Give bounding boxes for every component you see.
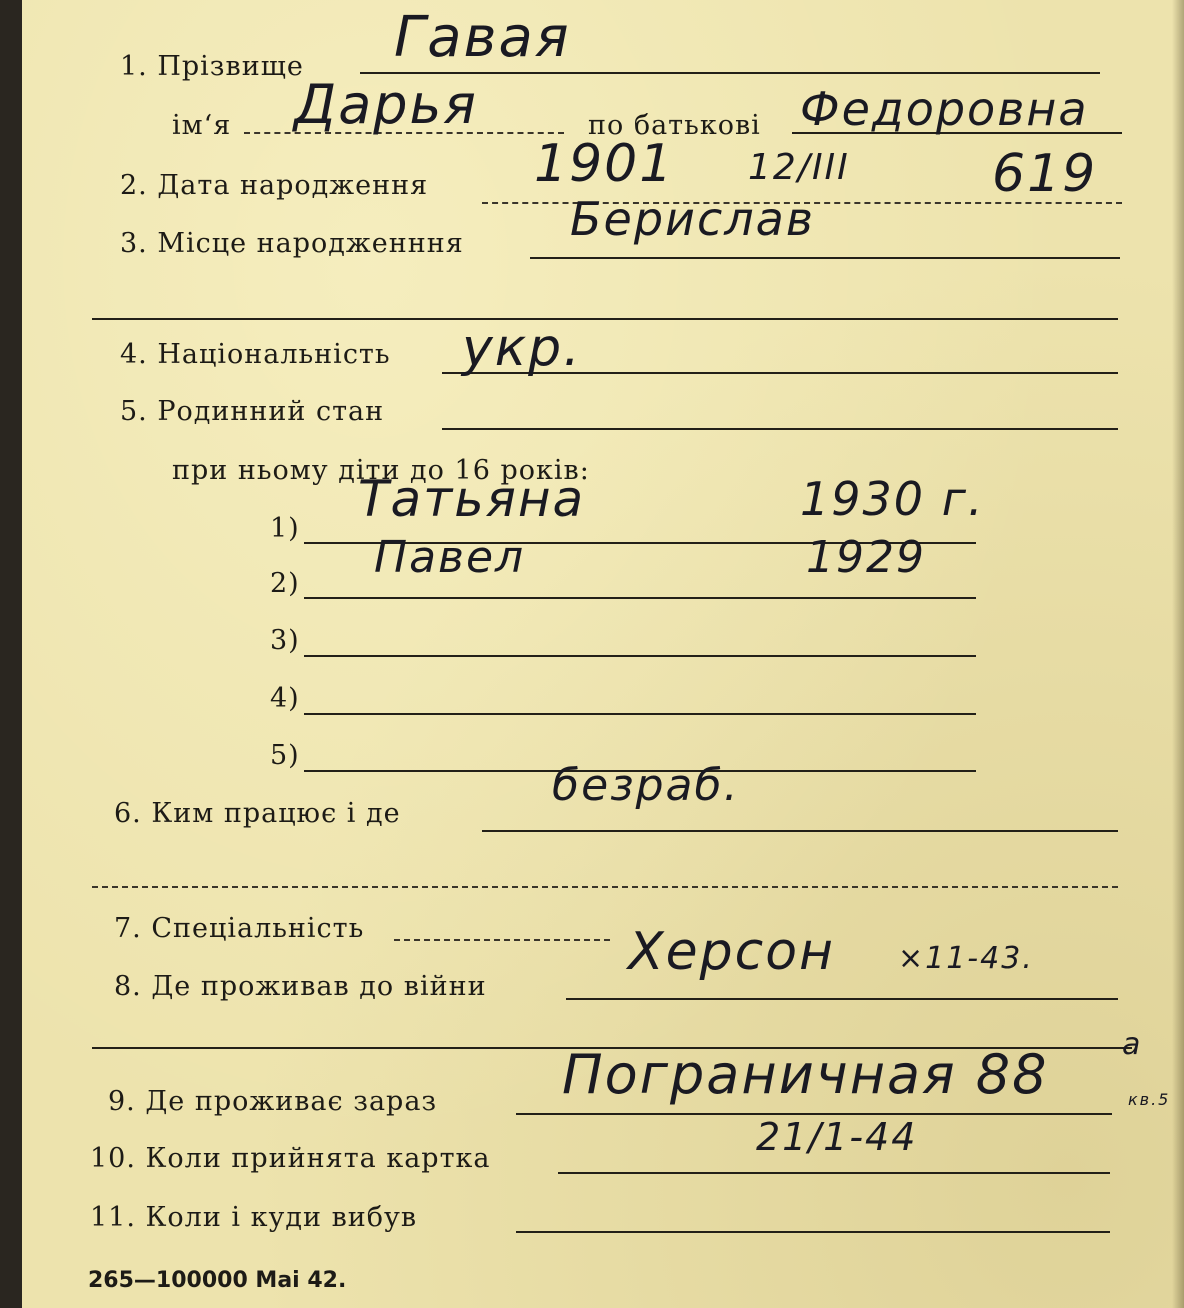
current-note-handwriting: кв.5 <box>1128 1090 1171 1109</box>
current-sup-handwriting: а <box>1122 1027 1143 1062</box>
child1-name-handwriting: Татьяна <box>358 470 586 528</box>
child1-year-handwriting: 1930 г. <box>800 472 985 526</box>
card-date-line <box>558 1172 1110 1174</box>
children-label: при ньому діти до 16 років: <box>172 455 590 486</box>
child2-year-handwriting: 1929 <box>806 532 926 583</box>
child-line-3 <box>304 655 976 657</box>
surname-label: 1. Прізвище <box>120 51 304 82</box>
patronymic-label: по батькові <box>588 110 761 141</box>
card-date-label: 10. Коли прийнята картка <box>90 1143 491 1174</box>
child-num-3: 3) <box>270 625 300 656</box>
patronymic-handwriting: Федоровна <box>800 82 1089 136</box>
nationality-handwriting: укр. <box>462 318 582 378</box>
speciality-line <box>394 939 610 941</box>
code-handwriting: 619 <box>992 144 1098 204</box>
extra-line-1 <box>92 318 1118 320</box>
departure-line <box>516 1231 1110 1233</box>
name-label: ім‘я <box>172 110 232 141</box>
prewar-line <box>566 998 1118 1000</box>
current-handwriting: Пограничная 88 <box>562 1043 1049 1106</box>
prewar-note-handwriting: ×11-43. <box>898 941 1034 976</box>
page-edge-shadow <box>1172 0 1184 1308</box>
work-handwriting: безраб. <box>552 760 740 811</box>
marital-line <box>442 428 1118 430</box>
birthplace-label: 3. Місце народженння <box>120 228 464 259</box>
prewar-label: 8. Де проживав до війни <box>114 971 487 1002</box>
registration-card <box>22 0 1184 1308</box>
prewar-handwriting: Херсон <box>628 922 836 982</box>
child-num-1: 1) <box>270 513 300 544</box>
card-date-handwriting: 21/1-44 <box>756 1115 918 1159</box>
marital-label: 5. Родинний стан <box>120 396 385 427</box>
extra-line-2 <box>92 886 1118 888</box>
work-line <box>482 830 1118 832</box>
birth-day-handwriting: 12/III <box>748 147 850 188</box>
child-num-4: 4) <box>270 683 300 714</box>
speciality-label: 7. Спеціальність <box>114 913 365 944</box>
child2-name-handwriting: Павел <box>374 532 526 583</box>
child-num-2: 2) <box>270 568 300 599</box>
work-label: 6. Ким працює і де <box>114 798 401 829</box>
birthdate-label: 2. Дата народження <box>120 170 429 201</box>
child-num-5: 5) <box>270 740 300 771</box>
birthplace-line <box>530 257 1120 259</box>
departure-label: 11. Коли і куди вибув <box>90 1202 418 1233</box>
print-mark: 265—100000 Mai 42. <box>88 1268 347 1293</box>
surname-handwriting: Гавая <box>394 5 571 70</box>
name-handwriting: Дарья <box>294 73 478 136</box>
nationality-label: 4. Національність <box>120 339 391 370</box>
birth-year-handwriting: 1901 <box>534 134 675 194</box>
child-line-2 <box>304 597 976 599</box>
child-line-4 <box>304 713 976 715</box>
birthplace-handwriting: Берислав <box>570 192 815 246</box>
current-label: 9. Де проживає зараз <box>108 1086 438 1117</box>
